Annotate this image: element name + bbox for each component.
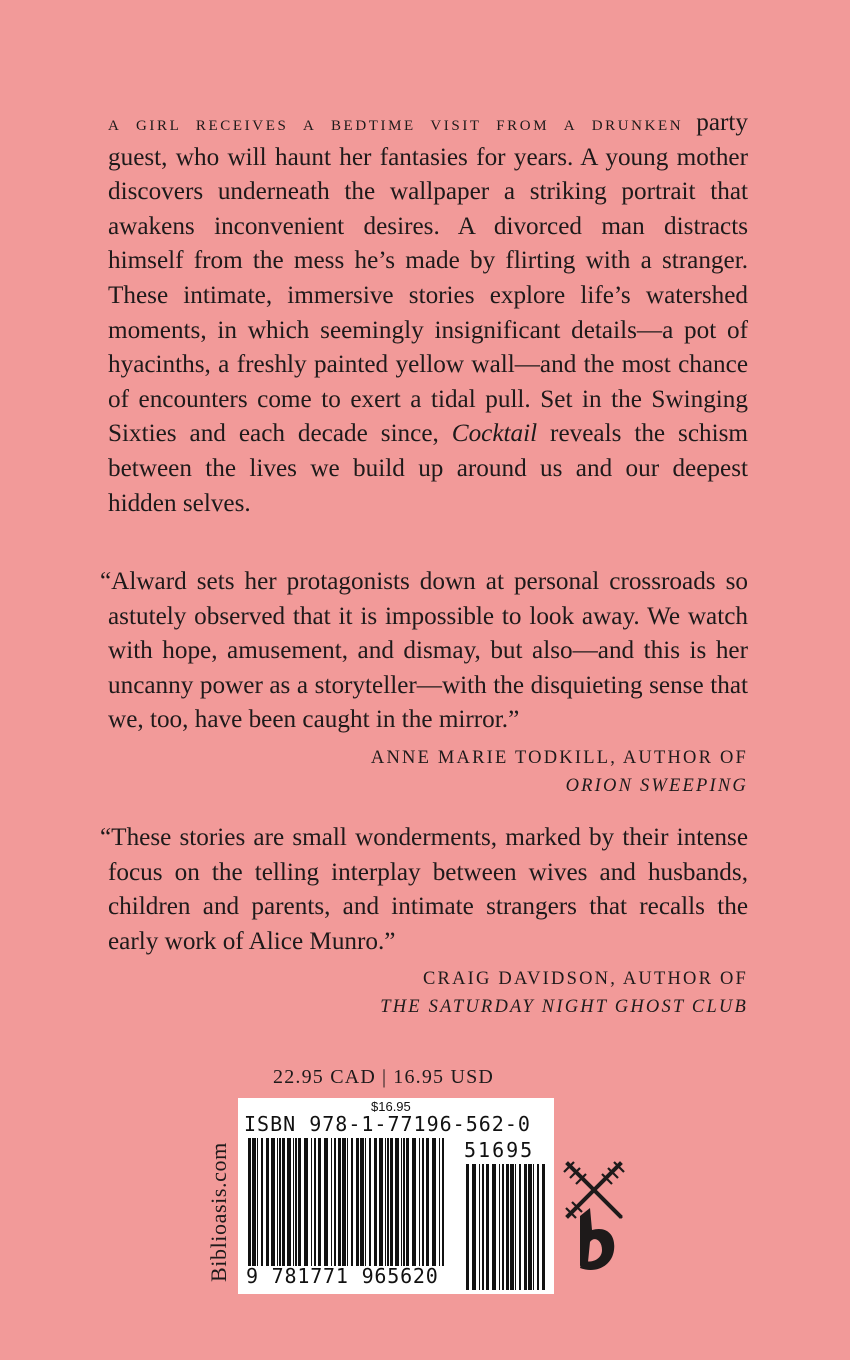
windmill-b-icon (560, 1158, 628, 1276)
barcode-bar (342, 1138, 346, 1266)
description-text-1: party guest, who will haunt her fantasies for years. A young mother discovers underneath the wallpaper a striking portrait that awakens inconvenient desires. A divorced man distracts himself from the mess he’s made by flirting with a stranger. These intimate, immersive stories explore life’s watershed moments, in which seemingly insignificant details—a pot of hyacinths, a freshly painted yellow wall—and the most chance of encounters come to exert a tidal pull. Set in the Swinging Sixties and each decade since, (108, 109, 748, 448)
barcode-bar (506, 1164, 509, 1290)
barcode-bar (390, 1138, 393, 1266)
description-lead: a girl receives a bedtime visit from a drunken (108, 111, 684, 135)
review-quote-1 (100, 565, 748, 800)
review-quote-1-text: “Alward sets her protagonists down at personal crossroads so astutely observed that it is impossible to look away. We watch with hope, amusement, and dismay, but also—and this is her uncanny power as a storyteller—with the disquieting sense that we, too, have been caught in the mirror.” (100, 568, 748, 734)
barcode-bar (324, 1138, 328, 1266)
barcode-bar (314, 1138, 316, 1266)
barcode-bar (369, 1138, 371, 1266)
barcode-bar (356, 1138, 359, 1266)
review-quote-1-attribution (100, 744, 748, 800)
barcode-bar (395, 1138, 399, 1266)
barcode-bar (298, 1138, 301, 1266)
isbn-label: ISBN 978-1-77196-562-0 (244, 1112, 531, 1136)
barcode-bar (519, 1164, 521, 1290)
barcode-bar (293, 1138, 294, 1266)
barcode-bar (510, 1164, 514, 1290)
barcode-bar (442, 1138, 444, 1266)
barcode-bar (533, 1164, 534, 1290)
barcode-bar (515, 1164, 516, 1290)
barcode-bar (334, 1138, 336, 1266)
barcode-bar (295, 1138, 297, 1266)
review-quote-2-text: “These stories are small wonderments, marked by their intense focus on the telling interplay between wives and husbands, children and parents, and intimate strangers that recalls the early work of Alice Munro.” (100, 824, 748, 955)
price-line (273, 1066, 494, 1089)
barcode-bar (351, 1138, 353, 1266)
barcode-bar (385, 1138, 386, 1266)
barcode-bar (331, 1138, 332, 1266)
barcode-bar (537, 1164, 539, 1290)
barcode-bar (542, 1164, 545, 1290)
barcode-bar (439, 1138, 440, 1266)
barcode-bar (466, 1164, 469, 1290)
review-quote-2-author: CRAIG DAVIDSON, AUTHOR OF (423, 969, 748, 990)
barcode-bar (374, 1138, 377, 1266)
barcode-bar (379, 1138, 383, 1266)
review-quote-2-attribution (100, 965, 748, 1021)
barcode-bar (271, 1138, 275, 1266)
review-quote-2 (100, 821, 748, 1021)
publisher-website-text: Biblioasis.com (206, 1142, 231, 1282)
barcode-bar (338, 1138, 341, 1266)
barcode-bar (360, 1138, 364, 1266)
barcode-bar (279, 1138, 281, 1266)
barcode-bar (282, 1138, 285, 1266)
publisher-website (206, 1112, 236, 1282)
review-quote-1-work: ORION SWEEPING (565, 775, 748, 796)
barcode-bar (499, 1164, 500, 1290)
barcode-bar (524, 1164, 527, 1290)
barcode-bar (479, 1164, 480, 1290)
review-quote-1-author: ANNE MARIE TODKILL, AUTHOR OF (370, 747, 748, 768)
price-usd: 16.95 USD (393, 1066, 495, 1088)
ean-digits: 9 781771 965620 (246, 1264, 439, 1288)
barcode-bar (252, 1138, 256, 1266)
barcode-bar (347, 1138, 348, 1266)
barcode-bar (432, 1138, 436, 1266)
barcode-bar (472, 1164, 476, 1290)
barcode-bar (318, 1138, 321, 1266)
barcode-addon-digits: 51695 (464, 1138, 535, 1162)
barcode-bar (277, 1138, 278, 1266)
description-text-2: reveals the schism between the lives we build up around us and our deepest hidden selves. (108, 420, 749, 517)
barcode-bar (311, 1138, 312, 1266)
barcode-bar (365, 1138, 366, 1266)
barcode-bar (266, 1138, 269, 1266)
book-title: Cocktail (451, 420, 538, 448)
barcode-bar (287, 1138, 291, 1266)
barcode-bar (412, 1138, 416, 1266)
barcode-bar (401, 1138, 402, 1266)
barcode-price-tag: $16.95 (371, 1099, 411, 1114)
barcode-bar (486, 1164, 489, 1290)
price-cad: 22.95 CAD (273, 1066, 377, 1088)
barcode-bar (528, 1164, 532, 1290)
price-separator: | (382, 1066, 388, 1088)
review-quote-2-work: THE SATURDAY NIGHT GHOST CLUB (380, 997, 748, 1018)
barcode-bar (406, 1138, 409, 1266)
barcode-bar (502, 1164, 504, 1290)
isbn-barcode-panel (238, 1098, 554, 1294)
book-description (108, 106, 748, 521)
barcode-bar (482, 1164, 484, 1290)
barcode-bar (422, 1138, 424, 1266)
barcode-bar (261, 1138, 263, 1266)
barcode-bar (492, 1164, 496, 1290)
barcode-bar (387, 1138, 389, 1266)
barcode-bar (248, 1138, 251, 1266)
barcode-bar (426, 1138, 429, 1266)
barcode-bar (304, 1138, 308, 1266)
barcode-bar (403, 1138, 405, 1266)
barcode-bar (257, 1138, 258, 1266)
barcode-bar (419, 1138, 420, 1266)
